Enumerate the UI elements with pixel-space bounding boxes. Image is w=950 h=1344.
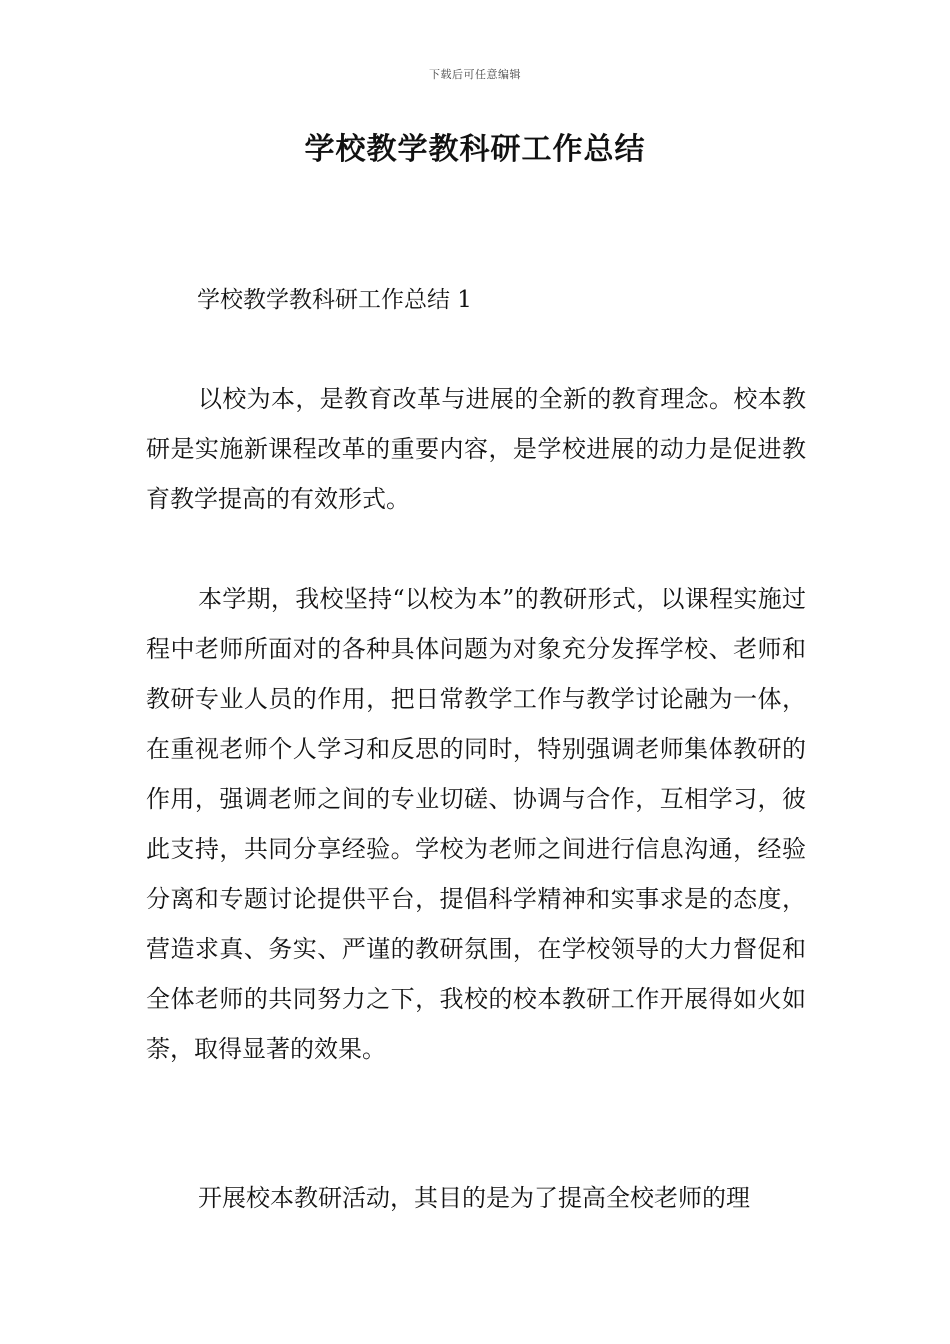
- header-note: 下载后可任意编辑: [429, 68, 521, 81]
- paragraph-3: 开展校本教研活动，其目的是为了提高全校老师的理: [198, 1184, 750, 1212]
- document-title: 学校教学教科研工作总结: [304, 132, 646, 167]
- section-heading: 学校教学教科研工作总结 1: [197, 287, 472, 313]
- paragraph-2: 本学期，我校坚持“以校为本”的教研形式，以课程实施过程中老师所面对的各种具体问题为对象充分发挥学校、老师和教研专业人员的作用，把日常教学工作与教学讨论融为一体，在重视老师个人学习和反思的同时，特别强调老师集体教研的作用，强调老师之间的专业切磋、协调与合作，互相学习，彼此支持，共同分享经验。学校为老师之间进行信息沟通，经验分离和专题讨论提供平台，提倡科学精神和实事求是的态度，营造求真、务实、严谨的教研氛围，在学校领导的大力督促和全体老师的共同努力之下，我校的校本教研工作开展得如火如荼，取得显著的效果。: [146, 585, 806, 1063]
- paragraph-1: 以校为本，是教育改革与进展的全新的教育理念。校本教研是实施新课程改革的重要内容，是学校进展的动力是促进教育教学提高的有效形式。: [146, 385, 806, 513]
